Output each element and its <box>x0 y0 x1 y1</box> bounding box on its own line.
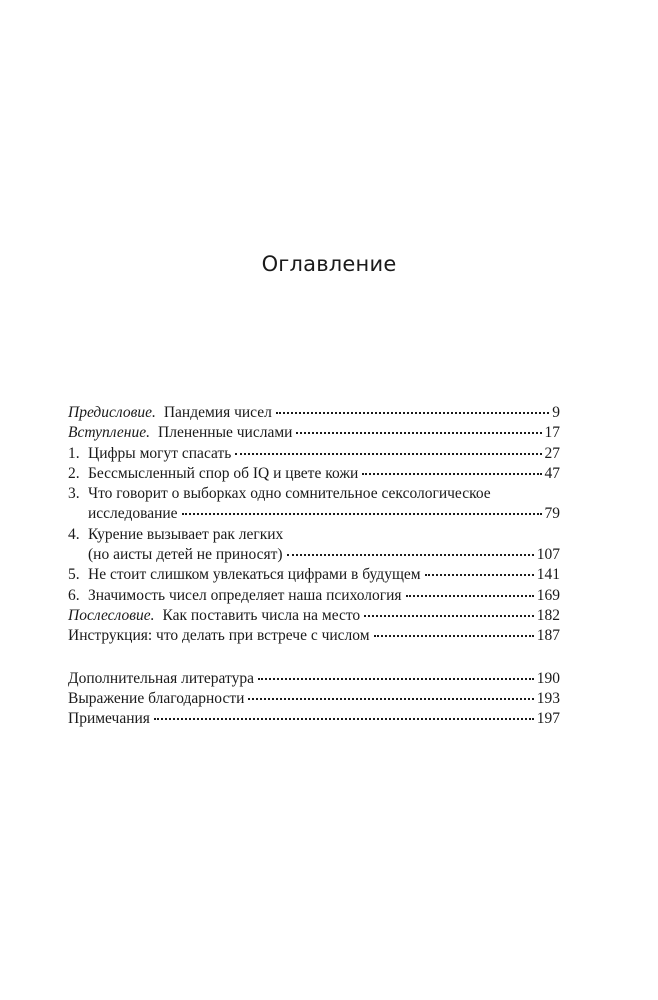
dot-leader <box>154 718 534 720</box>
toc-entry-acknowledgements <box>68 689 560 709</box>
toc-entry-prefix: Послесловие. <box>68 606 155 624</box>
toc-entry-number: 2. <box>68 464 80 482</box>
dot-leader <box>425 574 534 576</box>
toc-entry-page: 107 <box>536 546 560 564</box>
toc-entry-label: Значимость чисел определяет наша психология <box>88 586 402 604</box>
toc-entry-label: Плененные числами <box>158 424 293 442</box>
dot-leader <box>182 513 542 515</box>
toc-entry-number: 1. <box>68 444 80 462</box>
toc-entry-page: 169 <box>536 586 560 604</box>
toc-entry-label: Как поставить числа на место <box>162 606 361 624</box>
toc-entry-label: Цифры могут спасать <box>88 444 232 462</box>
toc-entry-chapter-4 <box>68 525 560 545</box>
dot-leader <box>364 615 534 617</box>
toc-entry-number: 3. <box>68 485 80 503</box>
dot-leader <box>258 678 534 680</box>
dot-leader <box>406 595 534 597</box>
dot-leader <box>287 554 534 556</box>
toc-entry-label: Бессмысленный спор об IQ и цвете кожи <box>88 464 359 482</box>
toc-entry-instruction <box>68 626 560 646</box>
toc-entry-label: (но аисты детей не приносят) <box>88 546 283 564</box>
toc-entry-page: 141 <box>536 566 560 584</box>
toc-entry-chapter-3 <box>68 484 560 504</box>
toc-entry-page: 27 <box>544 444 560 462</box>
toc-entry-number: 6. <box>68 586 80 604</box>
toc-entry-preface <box>68 403 560 423</box>
toc-entry-chapter-4-continued <box>68 545 560 565</box>
toc-entry-notes <box>68 709 560 729</box>
dot-leader <box>276 412 549 414</box>
toc-entry-prefix: Вступление. <box>68 424 151 442</box>
toc-entry-page: 9 <box>552 404 560 421</box>
toc-entry-label: Что говорит о выборках одно сомнительное сексологическое <box>88 485 491 503</box>
toc-entry-introduction <box>68 423 560 443</box>
toc-entry-further-reading <box>68 669 560 689</box>
dot-leader <box>362 473 541 475</box>
dot-leader <box>374 635 534 637</box>
dot-leader <box>296 432 541 434</box>
toc-entry-label: Выражение благодарности <box>68 689 245 707</box>
toc-entry-chapter-3-continued <box>68 504 560 524</box>
dot-leader <box>235 453 541 455</box>
toc-entry-label: Пандемия чисел <box>163 404 272 421</box>
toc-entry-chapter-6 <box>68 586 560 606</box>
toc-entry-page: 79 <box>544 505 560 523</box>
toc-entry-label: Курение вызывает рак легких <box>88 525 284 543</box>
toc-entry-chapter-1 <box>68 444 560 464</box>
toc-entry-chapter-2 <box>68 464 560 484</box>
toc-entry-prefix: Предисловие. <box>68 404 156 421</box>
toc-entry-label: Примечания <box>68 710 150 728</box>
toc-entry-label: Инструкция: что делать при встрече с числом <box>68 627 370 645</box>
toc-entry-label: Дополнительная литература <box>68 669 254 687</box>
toc-entry-chapter-5 <box>68 565 560 585</box>
toc-entry-page: 17 <box>544 424 560 442</box>
toc-entry-page: 187 <box>536 627 560 645</box>
toc-entry-page: 190 <box>536 669 560 687</box>
toc-entry-page: 193 <box>536 689 560 707</box>
page-title: Оглавление <box>261 252 397 276</box>
toc-entry-afterword <box>68 606 560 626</box>
section-gap <box>68 647 560 669</box>
toc-entry-page: 197 <box>536 710 560 728</box>
toc-entry-page: 182 <box>536 606 560 624</box>
table-of-contents <box>68 403 560 729</box>
dot-leader <box>248 698 533 700</box>
toc-entry-number: 5. <box>68 566 80 584</box>
toc-entry-label: исследование <box>88 505 178 523</box>
toc-entry-page: 47 <box>544 464 560 482</box>
toc-entry-label: Не стоит слишком увлекаться цифрами в будущем <box>88 566 421 584</box>
toc-entry-number: 4. <box>68 525 80 543</box>
